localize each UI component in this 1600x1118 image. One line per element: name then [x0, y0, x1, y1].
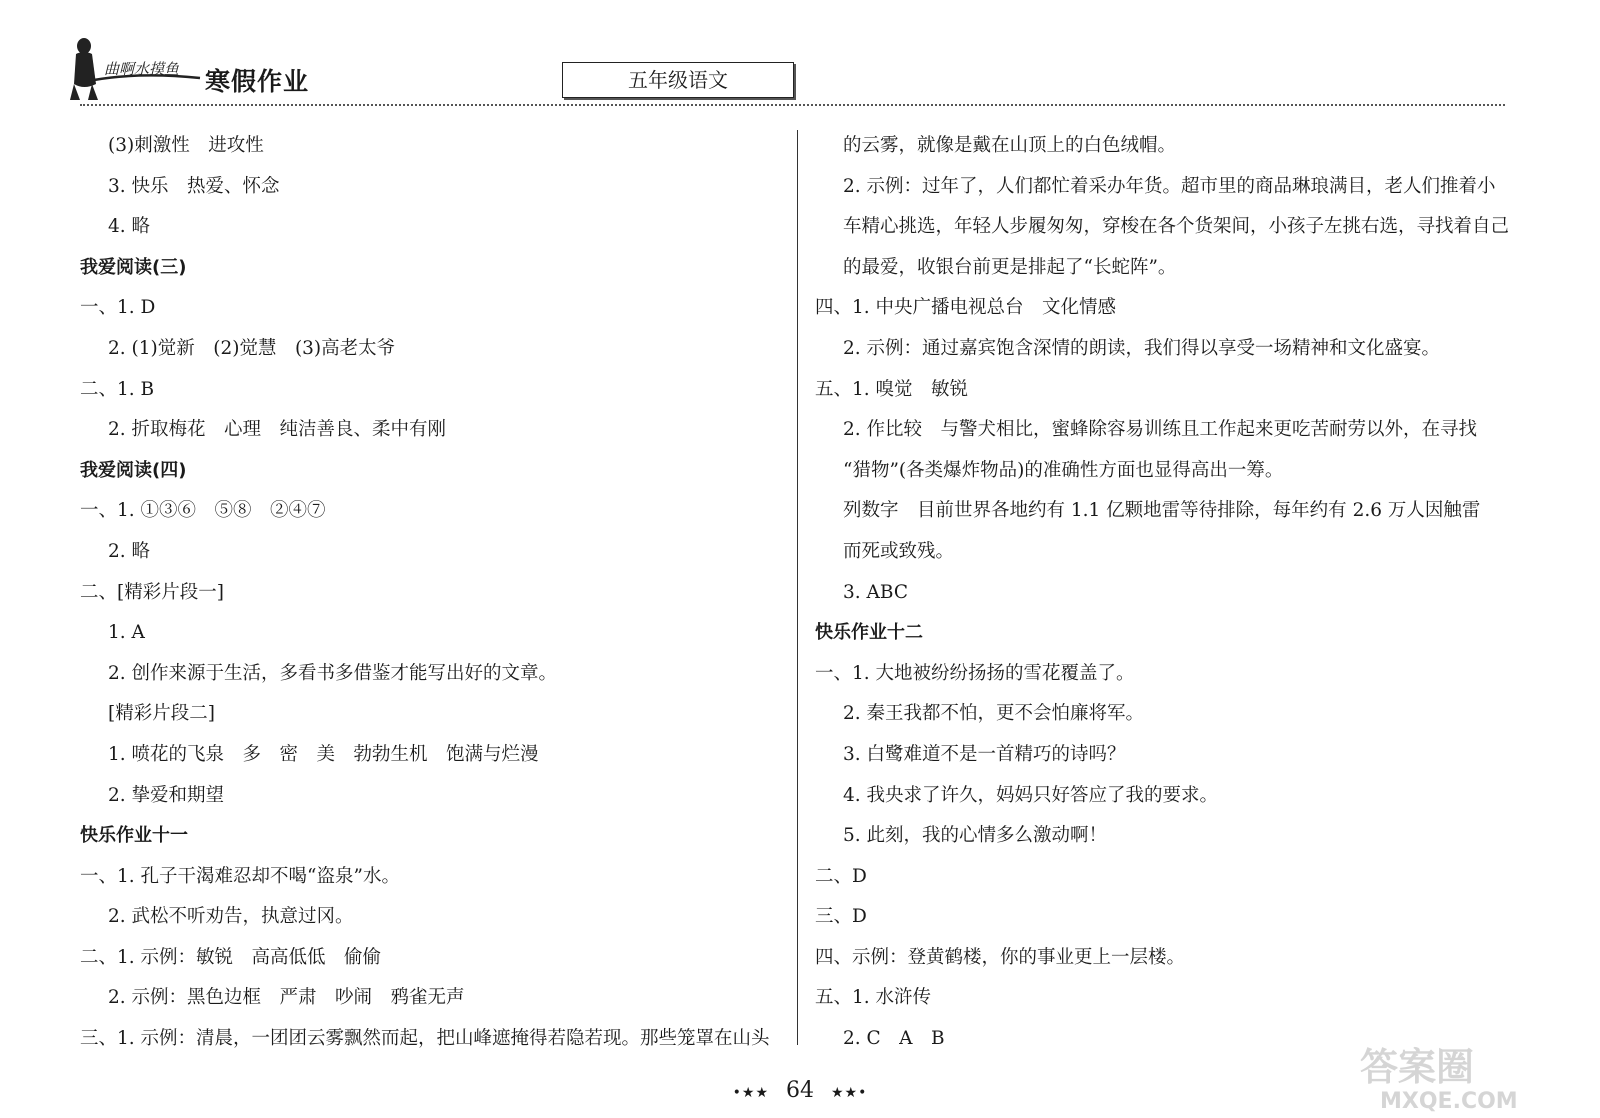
answer-line: 五、1. 嗅觉 敏锐 [815, 378, 969, 400]
svg-text:曲啊水摸鱼: 曲啊水摸鱼 [104, 60, 180, 78]
answer-line: 3. 快乐 热爱、怀念 [108, 175, 280, 197]
answer-line: 一、1. D [80, 297, 156, 319]
answer-line: 三、1. 示例：清晨，一团团云雾飘然而起，把山峰遮掩得若隐若现。那些笼罩在山头 [80, 1028, 770, 1050]
answer-line: 的云雾，就像是戴在山顶上的白色绒帽。 [843, 135, 1177, 156]
answer-line: 2. 创作来源于生活，多看书多借鉴才能写出好的文章。 [108, 662, 558, 684]
answer-line: 2. 挚爱和期望 [108, 784, 225, 806]
answer-line: 一、1. ①③⑥ ⑤⑧ ②④⑦ [80, 500, 326, 522]
answer-line: 1. A [108, 622, 145, 644]
answer-line: 2. 作比较 与警犬相比，蜜蜂除容易训练且工作起来更吃苦耐劳以外，在寻找 [843, 419, 1478, 441]
answer-line: [精彩片段二] [108, 703, 215, 725]
answer-line: 4. 略 [108, 216, 151, 238]
answer-line: 四、1. 中央广播电视总台 文化情感 [815, 297, 1117, 319]
section-heading: 我爱阅读(四) [80, 459, 187, 481]
answer-line: 2. (1)觉新 (2)觉慧 (3)高老太爷 [108, 337, 396, 359]
grade-subject-box: 五年级语文 [562, 62, 794, 98]
answer-line: 车精心挑选，年轻人步履匆匆，穿梭在各个货架间，小孩子左挑右选，寻找着自己 [843, 216, 1510, 238]
answer-line: 2. 示例：黑色边框 严肃 吵闹 鸦雀无声 [108, 987, 465, 1009]
column-divider [797, 130, 798, 1045]
answer-line: 2. 武松不听劝告，执意过冈。 [108, 906, 354, 928]
section-heading: 我爱阅读(三) [80, 256, 187, 278]
right-answer-column [815, 126, 1515, 1060]
answer-line: 三、D [815, 906, 867, 928]
answer-line: 四、示例：登黄鹤楼，你的事业更上一层楼。 [815, 946, 1186, 968]
answer-line: 3. ABC [843, 581, 908, 603]
watermark-text-url: MXQE.COM [1380, 1089, 1518, 1112]
answer-line: 2. 折取梅花 心理 纯洁善良、柔中有刚 [108, 419, 447, 441]
answer-line: 一、1. 大地被纷纷扬扬的雪花覆盖了。 [815, 662, 1135, 684]
section-heading: 快乐作业十一 [80, 825, 188, 847]
answer-line: 二、1. B [80, 378, 155, 400]
answer-line: 2. 秦王我都不怕，更不会怕廉将军。 [843, 703, 1145, 725]
answer-line: 而死或致残。 [843, 540, 955, 562]
footer-stars-left: •★★ [732, 1085, 769, 1101]
left-answer-column [80, 126, 780, 1060]
answer-line: 的最爱，收银台前更是排起了“长蛇阵”。 [843, 256, 1177, 278]
answer-line: 4. 我央求了许久，妈妈只好答应了我的要求。 [843, 784, 1219, 806]
answer-line: 五、1. 水浒传 [815, 987, 932, 1009]
answer-line: (3)刺激性 进攻性 [108, 135, 264, 156]
watermark-logo-icon [1352, 1040, 1562, 1112]
watermark-text-main: 答案圈 [1360, 1045, 1475, 1089]
answer-line: 二、1. 示例：敏锐 高高低低 偷偷 [80, 946, 382, 968]
answer-line: 5. 此刻，我的心情多么激动啊！ [843, 825, 1108, 847]
answer-line: 2. 示例：过年了，人们都忙着采办年货。超市里的商品琳琅满目，老人们推着小 [843, 175, 1496, 197]
footer-stars-right: ★★• [831, 1085, 868, 1101]
answer-line: 3. 白鹭难道不是一首精巧的诗吗？ [843, 743, 1126, 765]
section-heading: 快乐作业十二 [815, 622, 923, 644]
header-divider [80, 104, 1505, 106]
answer-line: 二、D [815, 865, 867, 887]
answer-line: 二、[精彩片段一] [80, 581, 224, 603]
answer-line: 2. 示例：通过嘉宾饱含深情的朗读，我们得以享受一场精神和文化盛宴。 [843, 337, 1441, 359]
workbook-title: 寒假作业 [205, 67, 310, 96]
page-header [0, 0, 1600, 110]
answer-line: 2. 略 [108, 540, 151, 562]
page-number: 64 [786, 1078, 814, 1103]
answer-line: 列数字 目前世界各地约有 1.1 亿颗地雷等待排除，每年约有 2.6 万人因触雷 [843, 500, 1481, 522]
answer-line: 2. C A B [843, 1028, 945, 1050]
answer-line: 一、1. 孔子干渴难忍却不喝“盗泉”水。 [80, 865, 400, 887]
answer-line: 1. 喷花的飞泉 多 密 美 勃勃生机 饱满与烂漫 [108, 743, 539, 765]
answer-line: “猎物”(各类爆炸物品)的准确性方面也显得高出一筹。 [843, 459, 1284, 481]
